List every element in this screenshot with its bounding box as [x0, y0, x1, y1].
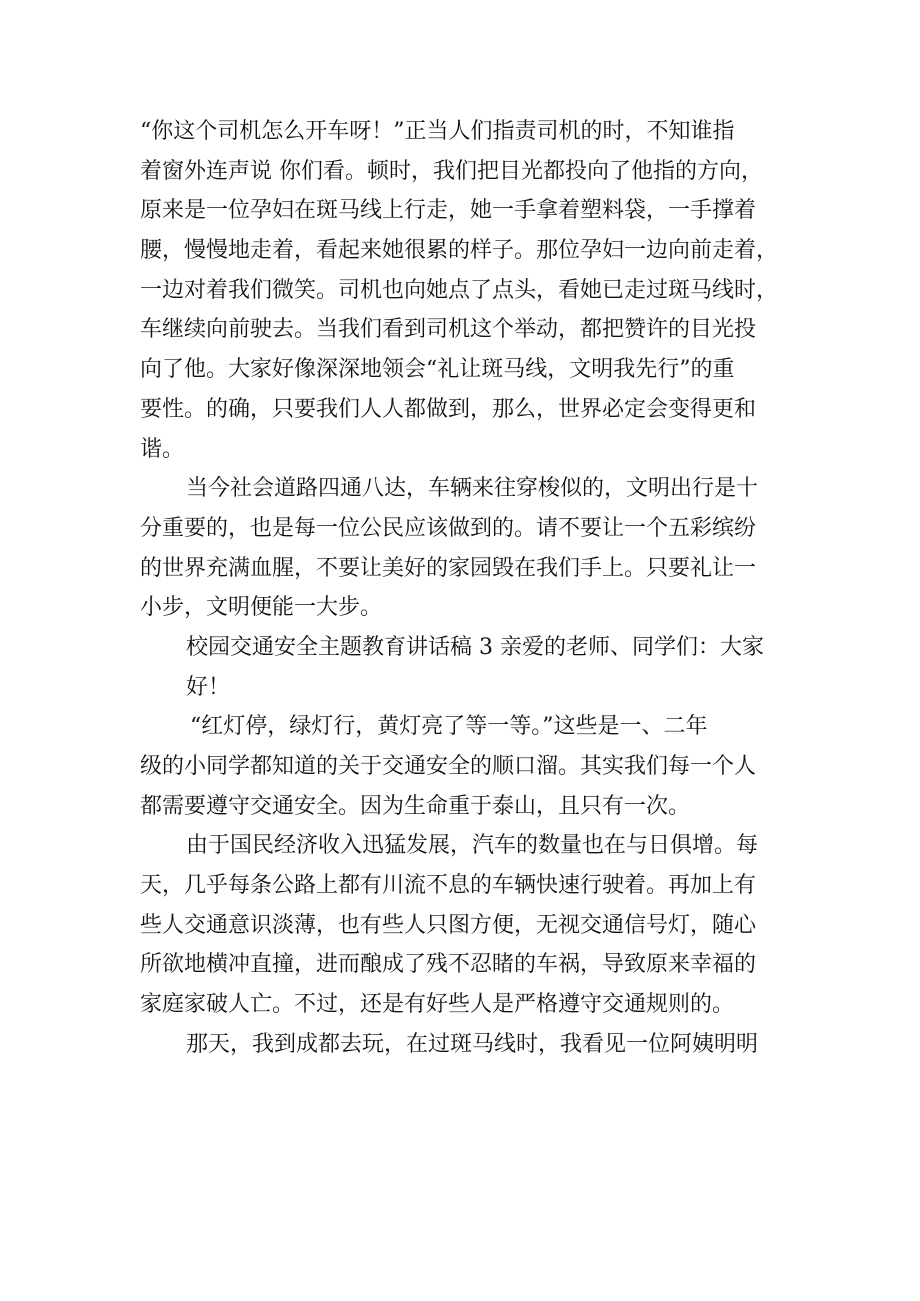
text-line: 一边对着我们微笑。司机也向她点了点头，看她已走过斑马线时， [140, 277, 779, 303]
text-line: 些人交通意识淡薄，也有些人只图方便，无视交通信号灯，随心 [140, 912, 757, 938]
section-heading: 校园交通安全主题教育讲话稿 3 亲爱的老师、同学们：大家 [186, 634, 764, 660]
text-line: 车继续向前驶去。当我们看到司机这个举动，都把赞许的目光投 [140, 317, 757, 343]
text-line: 向了他。大家好像深深地领会“礼让斑马线，文明我先行”的重 [140, 357, 735, 383]
text-line: 那天，我到成都去玩，在过斑马线时，我看见一位阿姨明明 [186, 1031, 759, 1057]
text-line: 级的小同学都知道的关于交通安全的顺口溜。其实我们每一个人 [140, 754, 757, 779]
text-line: 原来是一位孕妇在斑马线上行走，她一手拿着塑料袋，一手撑着 [140, 198, 757, 224]
text-line: 谐。 [140, 436, 185, 462]
text-line: 要性。的确，只要我们人人都做到，那么，世界必定会变得更和 [140, 396, 757, 422]
text-line: 由于国民经济收入迅猛发展，汽车的数量也在与日俱增。每 [186, 833, 759, 859]
text-line: 都需要遵守交通安全。因为生命重于泰山，且只有一次。 [140, 793, 691, 819]
text-line: 分重要的，也是每一位公民应该做到的。请不要让一个五彩缤纷 [140, 515, 757, 541]
text-line: 天，几乎每条公路上都有川流不息的车辆快速行驶着。再加上有 [140, 873, 757, 899]
text-line: 着窗外连声说 你们看。顿时，我们把目光都投向了他指的方向， [140, 158, 763, 184]
text-line: 小步，文明便能一大步。 [140, 595, 383, 621]
document-page [140, 112, 785, 1065]
text-line: 家庭家破人亡。不过，还是有好些人是严格遵守交通规则的。 [140, 992, 735, 1018]
text-line: 腰，慢慢地走着，看起来她很累的样子。那位孕妇一边向前走着， [140, 238, 779, 264]
text-line: 当今社会道路四通八达，车辆来往穿梭似的，文明出行是十 [186, 476, 759, 502]
text-line: 的世界充满血腥，不要让美好的家园毁在我们手上。只要礼让一 [140, 555, 757, 581]
text-line: “你这个司机怎么开车呀！”正当人们指责司机的时，不知谁指 [140, 119, 735, 144]
text-line: 所欲地横冲直撞，进而酿成了残不忍睹的车祸，导致原来幸福的 [140, 952, 757, 978]
text-line: 好！ [186, 674, 231, 700]
text-line: “红灯停，绿灯行，黄灯亮了等一等。”这些是一、二年 [190, 714, 708, 740]
